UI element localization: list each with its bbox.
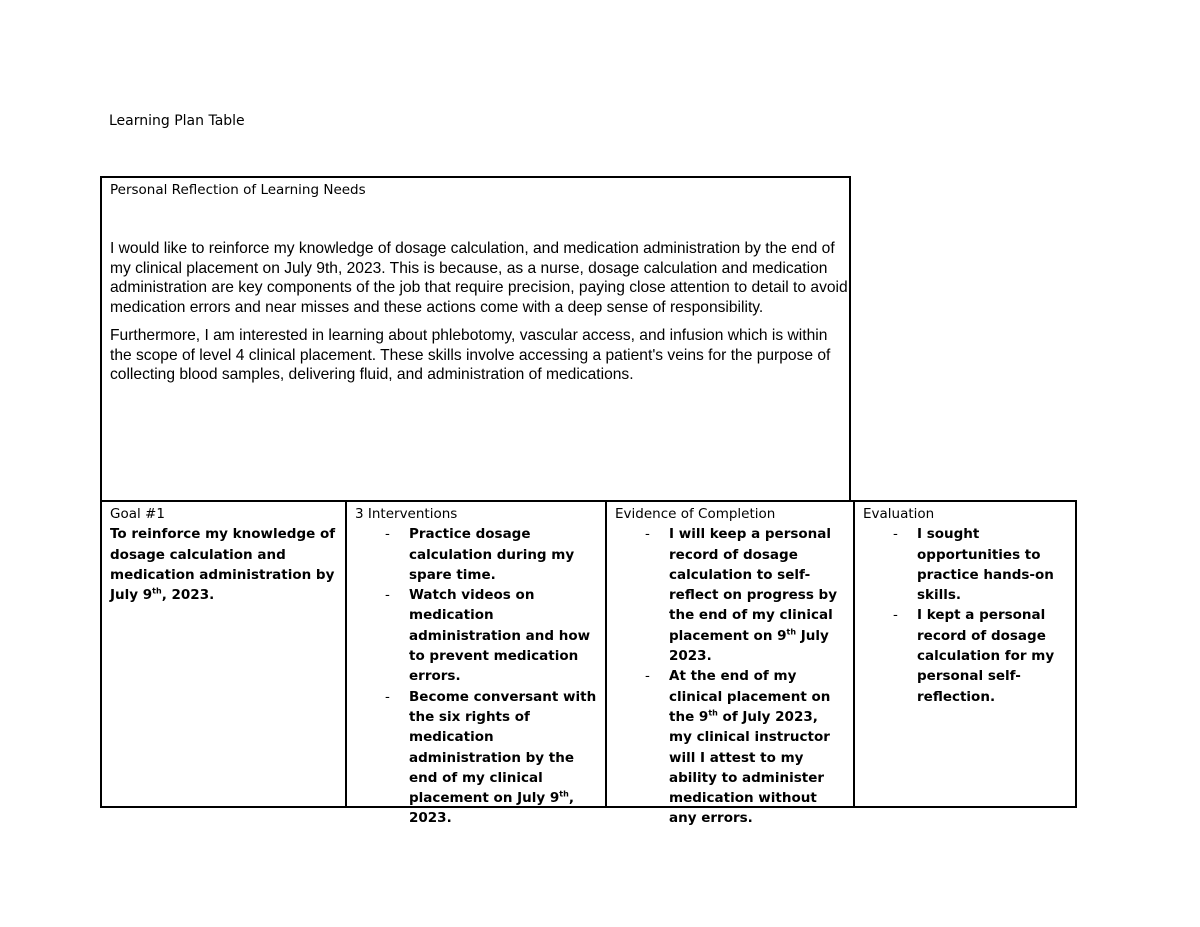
reflection-body	[110, 239, 850, 394]
evidence-heading: Evidence of Completion	[615, 506, 776, 522]
page-title: Learning Plan Table	[109, 113, 245, 129]
evidence-cell	[605, 502, 853, 827]
evaluation-cell	[853, 502, 1077, 806]
reflection-paragraph-1: I would like to reinforce my knowledge of dosage calculation, and medication administration by the end of my clinical placement on July 9th, 2023. This is because, as a nurse, dosage calculation and medication administration are key components of the job that require precision, paying close attention to detail to avoid medication errors and near misses and these actions come with a deep sense of responsibility.	[110, 240, 848, 316]
goal-text: To reinforce my knowledge of dosage calculation and medication administration by July 9th, 2023.	[110, 526, 336, 604]
list-item: - I kept a personal record of dosage calculation for my personal self-reflection.	[893, 607, 1055, 705]
learning-plan-table	[100, 500, 1077, 827]
reflection-heading: Personal Reflection of Learning Needs	[110, 182, 366, 198]
list-item: - I will keep a personal record of dosage calculation to self-reflect on progress by the end of my clinical placement on 9th July 2023.	[645, 526, 838, 665]
evaluation-list	[863, 524, 1069, 707]
list-item: - Practice dosage calculation during my spare time.	[385, 526, 575, 583]
interventions-cell	[345, 502, 605, 827]
interventions-heading: 3 Interventions	[355, 506, 458, 522]
evaluation-heading: Evaluation	[863, 506, 935, 522]
reflection-cell	[100, 176, 851, 502]
goal-heading: Goal #1	[110, 506, 165, 522]
list-item: - At the end of my clinical placement on the 9th of July 2023, my clinical instructor will I attest to my ability to administer medication without any errors.	[645, 668, 831, 827]
goal-cell	[102, 502, 345, 806]
list-item: - Become conversant with the six rights of medication administration by the end of my clinical placement on July 9th, 2023.	[385, 688, 597, 827]
list-item: - I sought opportunities to practice hands-on skills.	[893, 526, 1054, 604]
reflection-paragraph-2: Furthermore, I am interested in learning about phlebotomy, vascular access, and infusion which is within the scope of level 4 clinical placement. These skills involve accessing a patient's veins for the purpose of collecting blood samples, delivering fluid, and administration of medications.	[110, 327, 831, 383]
list-item: - Watch videos on medication administration and how to prevent medication errors.	[385, 587, 591, 685]
evidence-list	[615, 524, 845, 828]
interventions-list	[355, 524, 597, 828]
